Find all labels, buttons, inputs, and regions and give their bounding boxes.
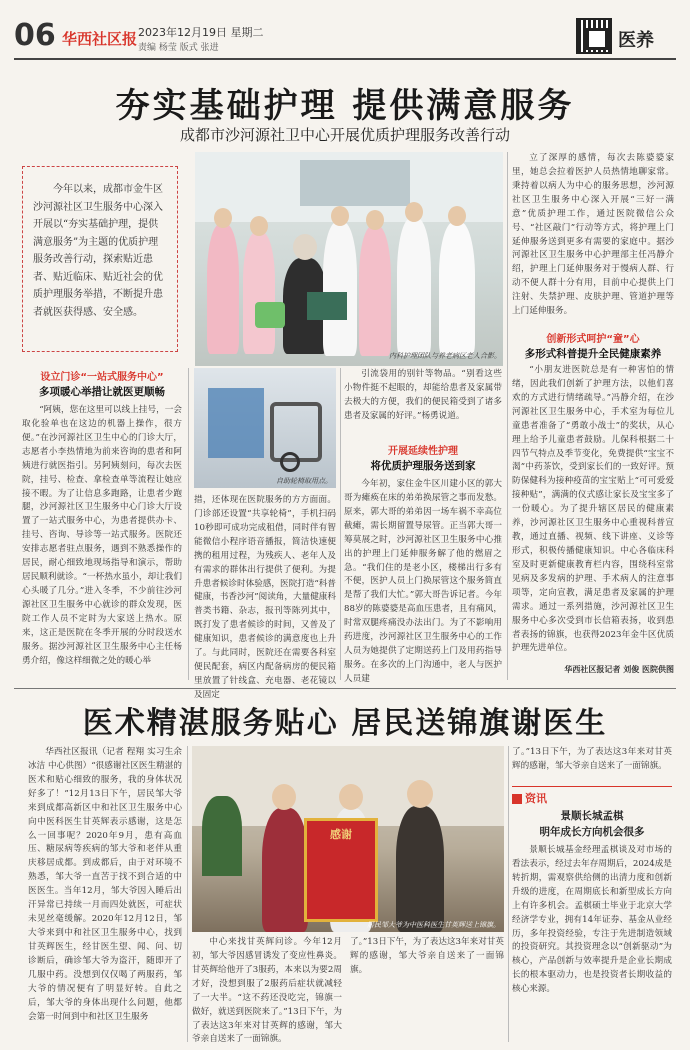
photo1-caption: 内科护理团队与养老病区老人合影。 bbox=[389, 352, 501, 360]
sidebar-text: 景顺长城基金经理孟棋谈及对市场的看法表示，经过去年存周期后，2024成是转折期，需观察供给侧的出清力度和创新升级的进度，在周期底长和新型成长方向上有许多机会。孟棋硕士毕业于北京大学经济学专业，拥有14年证券、基金从业经历，多年投资经验，专注于先进制造领域的投资研究。其投资理念以“创新驱动”为核心，产品创新与效率提升是企业长期成长的根本驱动力，也是投资者长期收益的核心来源。 bbox=[512, 845, 672, 995]
article2-photo-caption: 居民邹大爷为中医科医生甘英辉送上锦旗。 bbox=[367, 921, 500, 929]
section2-title-red: 开展延续性护理 bbox=[388, 446, 458, 457]
banner-text: 感谢 bbox=[330, 828, 352, 841]
article2-col3: 了。”13日下午，为了表达这3年来对甘英辉的感谢，邹大爷亲自送来了一面锦旗。 bbox=[512, 747, 672, 771]
article1-col1: “阿姨，您在这里可以线上挂号，一会取化验单也在这边的机器上操作，很方便。”在沙河源社区卫生中心的门诊大厅，志愿者小李热情地为前来咨询的患者和阿姨进行就医指引。另阿姨刻问，每次去医院，挂号、检查、拿检查单等流程让她应接不暇。为了让信息多跑路，让患者少跑腿，沙河源社区卫生服务中心门诊大厅设置了一站式服务中心，为患者提供办卡、挂号、咨询、导诊等一站式服务。医院还安排志愿者驻点服务，遇到不熟悉操作的居民，耐心细致地现场指导和演示，帮助居民顺利就诊。“一杯热水虽小，却让我们心头暖了几分。”进入冬季，不少前往沙河源社区卫生服务中心就诊的群众发现，医院工作人员不定时为大家送上热水。原来，这正是医院在冬季开展的分时段送水服务。据沙河源社区卫生服务中心主任杨勇介绍，像这样细微之处的暖心举 bbox=[22, 405, 182, 666]
sidebar-top-rule bbox=[512, 786, 672, 787]
sidebar-label-text: 资讯 bbox=[525, 792, 547, 805]
sidebar-title2: 明年成长方向机会很多 bbox=[539, 826, 645, 838]
page-number: 06 bbox=[14, 18, 56, 53]
section3-title-red: 创新形式呵护“童”心 bbox=[546, 334, 640, 345]
article1-byline: 华西社区报记者 刘俊 医院供图 bbox=[564, 665, 674, 674]
article2-col2: 中心来找甘英辉问诊。今年12月初，邹大爷因感冒诱发了变应性鼻炎。甘英辉给他开了3服药，本来以为要2周才好，没想到服了2服药后症状就减轻了一大半。“这不药还没吃完，锦旗一做好，就送到医院来了。”13日下午，为了表达这3年来对甘英辉的感谢，邹大爷亲自送来了一面锦旗。 bbox=[192, 937, 342, 1045]
qr-code-icon bbox=[576, 18, 612, 54]
article1-col3-top: 引流袋用的别针等物品。“别看这些小物件挺不起眼的，却能给患者及家属带去极大的方便，我们的便民箱受到了诸多患者及家属的好评。”杨勇说道。 bbox=[344, 369, 502, 421]
article1-subheadline: 成都市沙河源社卫中心开展优质护理服务改善行动 bbox=[179, 126, 510, 144]
column-divider bbox=[507, 152, 508, 680]
section3-title-black: 多形式科普提升全民健康素养 bbox=[524, 348, 662, 360]
sidebar-title1: 景顺长城孟棋 bbox=[560, 810, 624, 822]
article-divider bbox=[14, 688, 676, 689]
article1-headline: 夯实基础护理 提供满意服务 bbox=[115, 86, 575, 126]
article2-photo bbox=[192, 746, 504, 932]
column-divider bbox=[340, 368, 341, 680]
article2-headline: 医术精湛服务贴心 居民送锦旗谢医生 bbox=[82, 706, 608, 741]
section1-title-black: 多项暖心举措让就医更顺畅 bbox=[39, 386, 165, 398]
paper-name: 华西社区报 bbox=[62, 30, 138, 48]
article1-intro: 今年以来，成都市金牛区沙河源社区卫生服务中心深入开展以“夯实基础护理，提供满意服务”为主题的优质护理服务改善行动，探索贴近患者、贴近临床、贴近社会的优质护理服务举措，不断提升患者就医获得感、安全感。 bbox=[22, 166, 178, 352]
article2-col1: 华西社区报讯（记者 程翔 实习生余冰洁 中心供图）“很感谢社区医生精湛的医术和贴心细致的服务，我的身体状况好多了！”12月13日下午，居民邹大爷来到成都高新区中和社区卫生服务中心向中医科医生甘英辉表示感谢，这是怎么一回事呢？2020年9月，患有高血压、糖尿病等疾病的邹大爷和老伴从重庆移居成都。到成都后，由于对环境不熟悉，邹大爷一直苦于找不到合适的中医医生。当年12月，邹大爷因入睡后出汗异常已持续一月而四处就医，可症状未见丝毫缓解。2020年12月12日，邹大爷来到中和社区卫生服务中心，找到甘英辉医生，经甘医生望、闻、问、切诊断后，确诊邹大爷为盗汗，随即开了几服中药。没想到仅仅喝了两服药，邹大爷的情况便有了明显好转。自此之后，邹大爷的身体出现什么问题，他都会第一时间到中和社区卫生服务 bbox=[28, 747, 182, 1022]
issue-date: 2023年12月19日 星期二 bbox=[138, 26, 264, 39]
info-square-icon bbox=[512, 794, 522, 804]
article1-col3-bottom: 今年初，家住金牛区川建小区的郭大哥为瘫痪在床的弟弟换尿管之事而发愁。原来，郭大哥的弟弟因一场车祸不幸高位截瘫，需长期留置导尿管。正当郭大哥一筹莫展之时，沙河源社区卫生服务中心推出的护理上门延伸服务解了他的燃眉之急。“我们住的是老小区，楼梯出行多有不便，医护人员上门换尿管这个服务简直是帮了我们大忙。”郭大哥告诉记者。今年88岁的陈婆婆是高血压患者，且有痛风，时常双腿疼痛没办法出门。为了不影响用药进度，沙河源社区卫生服务中心的工作人员为她提供了定期送药上门及用药指导服务。在多次的上门沟通中，老人与医护人员建 bbox=[344, 479, 502, 684]
sidebar-label bbox=[512, 790, 547, 806]
article1-col4-top: 立了深厚的感情，每次去陈婆婆家里，她总会拉着医护人员热情地聊家常。秉持着以病人为中心的服务思想，沙河源社区卫生服务中心深入开展“三好一满意”优质护理工作，通过医院微信公众号、“社区敲门”行动等方式，将护理上门延伸服务送到更多有需要的家庭中。据沙河源社区卫生服务中心护理部主任冯静介绍，护理上门延伸服务对于慢病人群、行动不便人群十分有用，目前中心提供上门注射、失禁护理、皮肤护理、管道护理等上门延伸服务。 bbox=[512, 153, 674, 317]
column-divider bbox=[187, 746, 188, 1042]
section1-title-red: 设立门诊“一站式服务中心” bbox=[40, 372, 164, 383]
photo2-caption: 自助轮椅取用点。 bbox=[276, 477, 332, 485]
article1-wheelchair-photo bbox=[194, 368, 336, 488]
article1-main-photo bbox=[195, 152, 503, 366]
article1-col4-bottom: “小朋友进医院总是有一种害怕的情绪，因此我们创新了护理方法，以他们喜欢的方式进行情绪疏导。”冯静介绍，在沙河源社区卫生服务中心，手术室为每位儿童患者准备了“勇敢小战士”的奖状，从心理上给予儿童患者鼓励。儿保科根据二十四节气特点及季节变化，免费提供“宝宝不渴”中药茶饮，受到家长们的一致好评。预防保健科为接种疫苗的宝宝贴上“可可爱爱接种贴”，满满的仪式感让家长及宝宝多了一份暖心。为了提升辖区居民的健康素养，沙河源社区卫生服务中心重视科普宣教，通过直播、视频、线下讲座、义诊等形式，积极传播健康知识。中心各临床科室及时更新健康教育栏内容，围绕科室常见病及多发病的护理、手术病人的注意事项等，定向宣教，满足患者及家属的护理需求。通过一系列措施，沙河源社区卫生服务中心多次受到市长信箱表扬，收到患者表扬的锦旗，也获得2023年金牛区优质护理先进单位。 bbox=[512, 365, 674, 654]
section-name: 医养 bbox=[618, 30, 654, 51]
editor-line: 责编 杨莹 版式 张进 bbox=[138, 43, 219, 53]
article1-col2: 措，还体现在医院服务的方方面面。门诊部还设置“共享轮椅”，手机扫码10秒即可成功完成租借，同时伴有智能微信小程序语音播报，简洁快速便携的租用过程，为残疾人、老年人及有需求的群体出行提供了便利。为提升患者候诊时体验感，医院打造“科普健康，书香沙河”阅读角，大量健康科普类书籍、杂志，报刊等陈列其中，既打发了患者候诊的时间，又普及了健康知识，患者候诊的满意度也上升了。与此同时，医院还在需要各科室便民配套，病区内配备病房的便民箱里放置了针线盒、充电器、老花镜以及固定 bbox=[194, 495, 336, 700]
column-divider bbox=[188, 368, 189, 680]
header-rule bbox=[14, 58, 676, 60]
section2-title-black: 将优质护理服务送到家 bbox=[370, 460, 476, 472]
column-divider bbox=[508, 746, 509, 1042]
article2-col2b: 了。”13日下午，为了表达这3年来对甘英辉的感谢，邹大爷亲自送来了一面锦旗。 bbox=[350, 937, 504, 975]
